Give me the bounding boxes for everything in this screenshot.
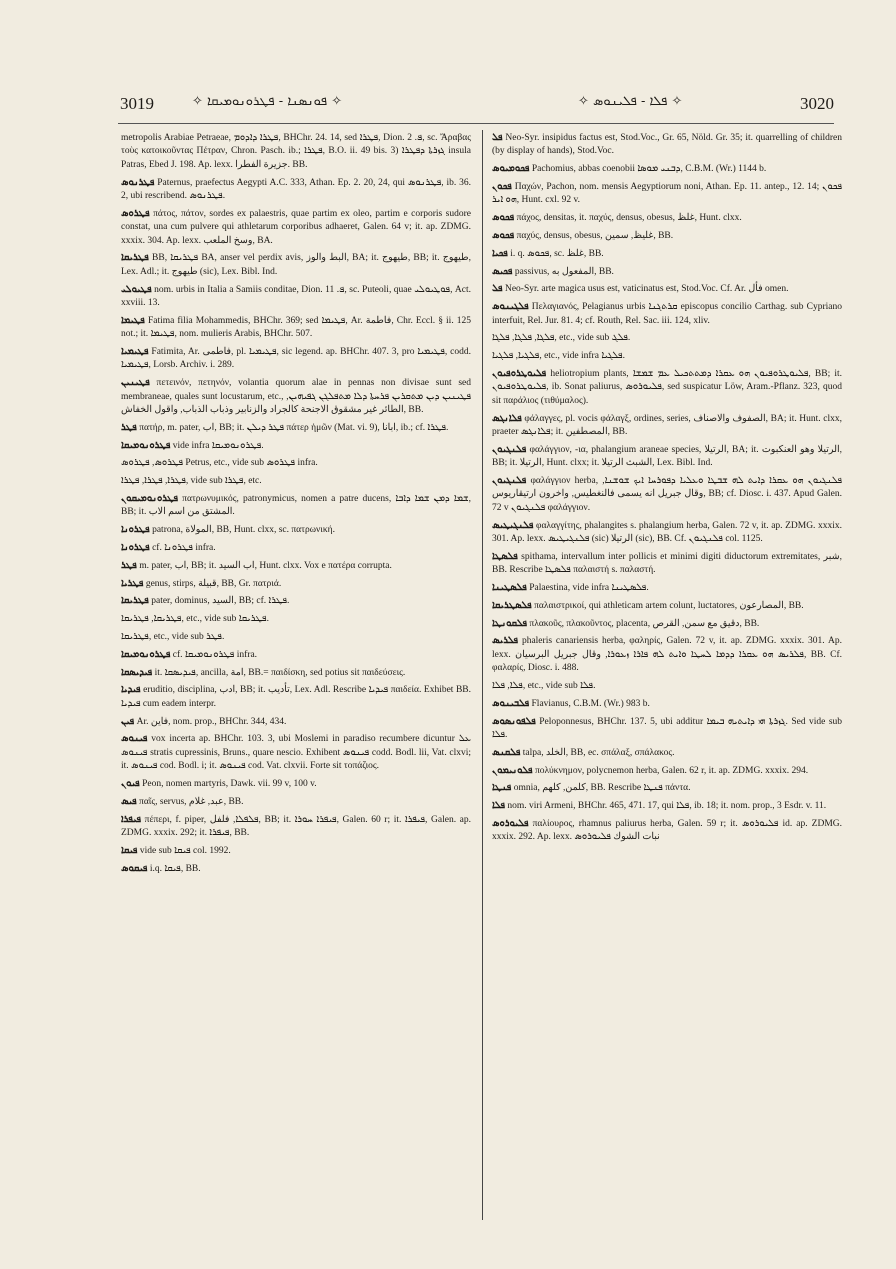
entry-text: vox incerta ap. BHChr. 103. 3, ubi Moslemi in paradiso recumbere dicuntur ܥܠ ܦܝܢܘܣ stratis cupressinis, Bruns., quare nescio. Exhibent ܦܝܢܘܣ codd. Bodl. lii, Vat. clxvi; it. ܦܝܢܘܣ cod. Bodl. i; it. ܦܝܢܘܣ cod. Vat. clxvii. Forte sit τοπάζιος. bbox=[121, 734, 472, 772]
dictionary-entry bbox=[121, 475, 471, 488]
entry-headword: ܦܠܢܓܝܛܝܣ bbox=[492, 520, 534, 531]
entry-headword: ܦܠܒܝܢܘܣ bbox=[492, 698, 530, 709]
dictionary-entry bbox=[121, 524, 471, 537]
dictionary-entry bbox=[492, 765, 842, 778]
entry-headword: ܦܟܝܣ bbox=[492, 266, 513, 277]
entry-headword: ܦܠܣܛܐ bbox=[492, 551, 518, 562]
dictionary-entry bbox=[121, 733, 471, 773]
entry-text: φαλάγγιον, -ια, phalangium araneae species, الرتيلا, BA; it. الرتيلا وهو العنكبوت, BB; it. الرتيلا, Hunt. clxx; it. الشبث الرتيلا, Lex. Bibl. Ind. bbox=[492, 444, 842, 469]
entry-headword: ܦܛܪܘܣ bbox=[121, 208, 150, 219]
entry-headword: ܦܠܢܓܝܘܢ bbox=[492, 476, 527, 486]
dictionary-entry bbox=[492, 600, 842, 613]
dictionary-entry bbox=[492, 181, 842, 208]
entry-text: παχύς, densus, obesus, غليظ, سمين, BB. bbox=[516, 231, 674, 241]
entry-text: BB, ܦܛܪܝܩܐ BA, anser vel perdix avis, البط والوز, BA; it. طيهوج, BB; it. طيهوج, Lex. Adl.; it. طيهوج (sic), Lex. Bibl. Ind. bbox=[121, 253, 471, 277]
entry-headword: ܦܛܪܘܢܘܡܝܩܐ bbox=[121, 440, 171, 451]
entry-text: φάλαγγες, pl. vocis φάλαγξ, ordines, series, الصفوف والاصناف, BA; it. Hunt. clxx, praeter ܦܠܐܢܓܣ; it. المصطفين, BB. bbox=[492, 413, 842, 437]
entry-headword: ܦܠܪܝܣ bbox=[492, 636, 519, 647]
dictionary-entry bbox=[121, 814, 471, 841]
entry-text: it. ܦܝܕܝܣܩܐ, ancilla, امة, BB.= παιδίσκη, sed potius sit παιδεύσεις. bbox=[154, 667, 406, 678]
dictionary-entry bbox=[121, 346, 471, 373]
entry-text: ܦܠܐ, ܦܠܐ, etc., vide sub ܦܠܐ. bbox=[492, 681, 596, 692]
entry-headword: ܦܟܘܡܝܘܣ bbox=[492, 164, 530, 175]
entry-headword: ܦܟܝܐ bbox=[492, 248, 508, 259]
left-column bbox=[121, 132, 471, 880]
dictionary-entry bbox=[121, 457, 471, 470]
entry-text: metropolis Arabiae Petraeae, ܦܛܪܐ ܕܐܕܘܡ, BHChr. 24. 14, sed ܦܛܪܐ, Dion. ܦ. 2, sc. Ἄραβας τοὺς κατοικοῦντας Πέτραν, Chron. Pasch. ib.; ܦܛܪܐ, B.O. ii. 49 bis. 3) ܓܙܪܬܐ ܕܦܛܪܐ insula Patras, Ebed J. 198. Ap. lexx. جزيرة الفطرا. BB. bbox=[121, 133, 472, 170]
entry-text: ܦܛܪܝܩܐ, etc., vide sub ܦܛܪ. bbox=[121, 632, 225, 643]
entry-text: Peloponnesus, BHChr. 137. 5, ubi additur ܓܙܪܬܐ ܗܝ ܕܐܝܬܝܗ ܒܝܡܐ. Sed vide sub ܦܠܐ. bbox=[492, 716, 843, 741]
entry-text: Flavianus, C.B.M. (Wr.) 983 b. bbox=[531, 698, 650, 709]
running-head-left: ✧ ܦܘܢܣܢܐ - ܦܛܪܘܢܘܡܝܩܐ ✧ bbox=[192, 94, 343, 109]
dictionary-entry bbox=[492, 520, 842, 547]
dictionary-entry bbox=[121, 578, 471, 591]
entry-text: ܦܠܓܐ, ܦܠܓܐ, ܦܠܓܐ, etc., vide sub ܦܠܓ. bbox=[492, 333, 631, 344]
dictionary-entry bbox=[121, 845, 471, 858]
entry-text: Πελαγιανός, Pelagianus urbis ܩܪܬܓܢܐ episcopus concilio Carthag. sub Cypriano interfuit, Rel. Jur. 81. 4; cf. Routh, Rel. Sac. iii. 124, xliv. bbox=[492, 302, 842, 326]
dictionary-entry bbox=[492, 248, 842, 261]
entry-text: φαλαγγίτης, phalangites s. phalangium herba, Galen. 72 v, it. ap. ZDMG. xxxix. 301. Ap. lexx. ܦܠܢܓܝܛܝܣ (sic) الرتيلا (sic), BB. Cf. ܦܠܢܓܝܘܢ col. 1125. bbox=[492, 520, 842, 545]
entry-text: nom. viri Armeni, BHChr. 465, 471. 17, qui ܦܠܐ, ib. 18; it. nom. prop., 3 Esdr. v. 11. bbox=[507, 801, 827, 812]
entry-text: πετεινόν, πετηνόν, volantia quorum alae in pennas non divisae sunt sed membraneae, quales sunt locustarum, etc., ܦܛܝܢܝܢ ܕܝܢ ܡܬܩܪܝܢ ܦܪܚܬܐ ܕܠܐ ܡܬܦܠܓܢ ܓܦܝܗܝܢ, الطائر غير مشقوق الاجنحة كالجراد والزنابير وذباب الذباب, واقول الخفاش, BB. bbox=[121, 378, 472, 416]
dictionary-entry bbox=[121, 667, 471, 680]
dictionary-entry bbox=[121, 863, 471, 876]
entry-text: παλίουρος, rhamnus paliurus herba, Galen. 59 r; it. ܦܠܝܘܪܘܣ id. ap. ZDMG. xxxix. 292. Ap. lexx. نبات الشوك ܦܠܝܘܪܘܣ bbox=[492, 819, 842, 843]
entry-text: Fatimita, Ar. فاطمى, pl. ܦܛܝܡܝܐ, sic legend. ap. BHChr. 407. 3, pro ܦܛܝܡܝܐ, codd. ܦܛܝܡܝܐ, Lorsb. Archiv. i. 289. bbox=[121, 347, 472, 371]
entry-text: πατρωνυμικός, patronymicus, nomen a patre ducens, ܫܡܐ ܕܡܢ ܫܡܐ ܕܐܒܐ, BB; it. المشتق من اسم الاب. bbox=[121, 494, 472, 518]
entry-text: Pachomius, abbas coenobii ܕܒܢܝ ܡܘܣܐ, C.B.M. (Wr.) 1144 b. bbox=[531, 164, 767, 175]
dictionary-entry bbox=[492, 747, 842, 760]
entry-headword: ܦܝܘܢ bbox=[121, 779, 140, 790]
dictionary-entry bbox=[121, 132, 471, 172]
entry-text: patrona, المولاة, BB, Hunt. clxx, sc. πατρωνική. bbox=[152, 525, 335, 536]
entry-text: παλαιστρικοί, qui athleticam artem colunt, luctatores, المصارعون, BB. bbox=[534, 600, 804, 611]
dictionary-entry bbox=[121, 613, 471, 626]
entry-text: heliotropium plants, ܦܠܝܘܛܪܘܦܝܘܢ ܗܘ ܥܩܪܐ ܕܡܬܬܟܝܠ ܥܡ ܫܡܫܐ, BB; it. ܦܠܝܘܛܪܘܦܝܘܢ, ib. Sonat paliurus, ܦܠܝܘܪܘܣ, sed suspicatur Löw, Aram.-Pflanz. 323, quod sit παράλιος (τιθύμαλος). bbox=[492, 368, 843, 406]
entry-text: cf. ܦܛܪܘܢܘܡܝܩܐ infra. bbox=[172, 649, 258, 660]
entry-text: ܦܛܪܘܣ, ܦܛܪܘܣ Petrus, etc., vide sub ܦܛܪܘܣ infra. bbox=[121, 458, 318, 469]
entry-headword: ܦܠܝܘܪܘܣ bbox=[492, 819, 529, 829]
entry-text: ܦܛܪܝܩܐ, ܦܛܪܝܩܐ, etc., vide sub ܦܛܪܝܩܐ. bbox=[121, 614, 269, 625]
entry-headword: ܦܛܪ bbox=[121, 560, 137, 571]
entry-headword: ܦܛܪܘܢܘܡܝܩܐ bbox=[121, 649, 171, 660]
entry-text: eruditio, disciplina, ادب, BB; it. تأديب, Lex. Adl. Rescribe ܦܝܕܝܐ παιδεία. Exhibet BB. ܦܝܕܝܐ cum eadem interpr. bbox=[121, 685, 472, 709]
right-column bbox=[492, 132, 842, 849]
dictionary-entry bbox=[121, 377, 471, 417]
dictionary-entry bbox=[121, 560, 471, 573]
entry-text: pater, dominus, السيد, BB; cf. ܦܛܪܐ. bbox=[151, 596, 290, 607]
dictionary-entry bbox=[492, 716, 842, 743]
dictionary-entry bbox=[492, 618, 842, 631]
entry-text: Fatima filia Mohammedis, BHChr. 369; sed ܦܛܝܡܐ, Ar. فاطمة, Chr. Eccl. § ii. 125 not.; it. ܦܛܝܡܐ, nom. mulieris Arabis, BHChr. 507. bbox=[121, 315, 471, 340]
entry-headword: ܦܛܪܘܢܐ bbox=[121, 543, 150, 554]
dictionary-entry bbox=[492, 800, 842, 813]
entry-headword: ܦܝܩܐ bbox=[121, 845, 138, 856]
entry-headword: ܦܠ bbox=[492, 284, 503, 295]
entry-headword: ܦܠܐܢܓܣ bbox=[492, 413, 522, 424]
entry-headword: ܦܠ bbox=[492, 133, 503, 143]
dictionary-entry bbox=[121, 493, 471, 520]
dictionary-entry bbox=[492, 332, 842, 345]
dictionary-entry bbox=[492, 818, 842, 845]
entry-headword: ܦܛܝܡܐ bbox=[121, 315, 145, 326]
entry-headword: ܦܛܪܘܢܘܡܝܩܘܢ bbox=[121, 494, 179, 505]
header-rule bbox=[118, 123, 834, 124]
running-head-right: ✧ ܦܠܐ - ܦܠܝܢܘܣ ✧ bbox=[578, 94, 683, 109]
dictionary-entry bbox=[121, 595, 471, 608]
entry-headword: ܦܛܪ bbox=[121, 422, 137, 433]
dictionary-entry bbox=[121, 796, 471, 809]
entry-text: vide infra ܦܛܪܘܢܘܡܝܩܐ. bbox=[172, 440, 264, 451]
dictionary-entry bbox=[121, 542, 471, 555]
entry-headword: ܦܛܝܘܠܝ bbox=[121, 284, 152, 295]
entry-text: Peon, nomen martyris, Dawk. vii. 99 v, 100 v. bbox=[142, 779, 317, 790]
entry-text: Palaestina, vide infra ܦܠܣܛܝܢܐ. bbox=[529, 583, 649, 594]
entry-text: Παχών, Pachon, nom. mensis Aegyptiorum noni, Athan. Ep. 11. antep., 12. 14; ܦܟܘܢ ܗܘ ܐܝܪ, Hunt. cxl. 92 v. bbox=[492, 182, 842, 206]
dictionary-entry bbox=[492, 163, 842, 176]
dictionary-entry bbox=[492, 635, 842, 675]
entry-headword: ܦܛܪܝܩܐ bbox=[121, 596, 149, 607]
dictionary-entry bbox=[121, 252, 471, 279]
entry-headword: ܦܠܣܛܪܝܩܐ bbox=[492, 600, 532, 611]
entry-headword: ܦܛܝܢܝܢ bbox=[121, 378, 150, 389]
entry-headword: ܦܛܪܢܘܣ bbox=[121, 177, 155, 188]
dictionary-entry bbox=[121, 177, 471, 204]
entry-text: Neo-Syr. arte magica usus est, vaticinatus est, Stod.Voc. Cf. Ar. فأل omen. bbox=[504, 284, 789, 295]
entry-text: παῖς, servus, عبد, غلام, BB. bbox=[139, 796, 244, 807]
page-number-left: 3019 bbox=[120, 94, 154, 113]
entry-text: πάτος, πάτον, sordes ex palaestris, quae partim ex oleo, partim e corporis sudore constat, una cum pulvere qui athletarum corporibus adhaeret, Galen. 64 v; it. ap. ZDMG. xxxix. 304. Ap. lexx. وسخ الملعب, BA. bbox=[121, 208, 471, 246]
dictionary-entry bbox=[121, 315, 471, 342]
dictionary-entry bbox=[492, 698, 842, 711]
entry-headword: ܦܠܦܘܢܣܘܣ bbox=[492, 716, 536, 727]
entry-text: phaleris canariensis herba, φαληρίς, Galen. 72 v, it. ap. ZDMG. xxxix. 301. Ap. lexx. ܦܠܪܝܣ ܗܘ ܥܩܪܐ ܕܕܡܐ ܠܚܛܐ ܘܐܝܬ ܠܗ ܦܐܪܐ ܙܥܘܪܐ, وقال جبريل البرسيان, BB. Cf. φαλαρίς, Diosc. i. 488. bbox=[492, 636, 843, 674]
entry-text: nom. urbis in Italia a Samiis conditae, Dion. ܦ. 11, sc. Puteoli, quae ܦܘܛܝܘܠܝ, Act. xxviii. 13. bbox=[121, 284, 472, 309]
entry-text: i.q. ܦܝܩܐ, BB. bbox=[149, 863, 201, 874]
dictionary-entry bbox=[121, 440, 471, 453]
entry-headword: ܦܠܣܛܝܢܐ bbox=[492, 583, 527, 594]
entry-headword: ܦܠܝܘܛܪܘܦܝܘܢ bbox=[492, 368, 547, 379]
dictionary-entry bbox=[121, 631, 471, 644]
entry-text: genus, stirps, قبيلة, BB, Gr. πατριά. bbox=[145, 578, 282, 589]
dictionary-entry bbox=[492, 266, 842, 279]
entry-text: omnia, كلمن, كلهم, BB. Rescribe ܦܢܛܐ πάντα. bbox=[513, 783, 691, 794]
entry-headword: ܦܝܕܝܣܩܐ bbox=[121, 667, 153, 678]
entry-text: φαλάγγιον herba, ܦܠܢܓܝܘܢ ܗܘ ܥܩܪܐ ܕܐܝܬ ܠܗ ܫܒܛܐ ܘܥܠܝܐ ܕܦܘܪܚܐ ܐܝܟ ܫܘܫܢܐ, وقال جبريل انه يسمى فالنغطيس, واخرون ارتيقاريوس, BB; cf. Diosc. i. 437. Apud Galen. 72 v ܦܠܢܓܝܘܢ φαλάγγιον. bbox=[492, 476, 843, 513]
dictionary-entry bbox=[492, 551, 842, 578]
entry-text: cf. ܦܛܪܘܢܐ infra. bbox=[152, 543, 216, 554]
entry-text: spithama, intervallum inter pollicis et minimi digiti diductorum extremitates, شبر, BB. Rescribe ܦܠܣܛܐ παλαιστή s. παλαστή. bbox=[492, 551, 842, 576]
dictionary-entry bbox=[492, 782, 842, 795]
column-divider bbox=[482, 130, 483, 1220]
dictionary-entry bbox=[492, 230, 842, 243]
entry-text: i. q. ܦܟܘܣ, sc. غلظ, BB. bbox=[510, 248, 604, 259]
entry-headword: ܦܝܕܝܐ bbox=[121, 685, 141, 696]
entry-text: Neo-Syr. insipidus factus est, Stod.Voc., Gr. 65, Nöld. Gr. 35; it. quarrelling of children (by display of hands), Stod.Voc. bbox=[492, 133, 843, 157]
entry-text: πολύκνημον, polycnemon herba, Galen. 62 r, it. ap. ZDMG. xxxix. 294. bbox=[534, 765, 809, 776]
dictionary-entry bbox=[492, 475, 842, 515]
dictionary-entry bbox=[121, 422, 471, 435]
dictionary-entry bbox=[492, 413, 842, 440]
page-number-right: 3020 bbox=[800, 94, 834, 113]
entry-headword: ܦܠܘܢܝܡܘܢ bbox=[492, 765, 533, 776]
dictionary-entry bbox=[492, 212, 842, 225]
entry-text: πέπερι, f. piper, ܦܠܦܠܐ, فلفل, BB; it. ܦܝܦܪܐ ܚܘܪܐ, Galen. 60 r; it. ܦܝܦܪܐ, Galen. ap. ZDMG. xxxix. 292; it. ܦܝܦܪܐ, BB. bbox=[121, 814, 472, 839]
dictionary-entry bbox=[492, 350, 842, 363]
dictionary-entry bbox=[121, 649, 471, 662]
entry-headword: ܦܝܦܪܐ bbox=[121, 814, 142, 825]
dictionary-entry bbox=[121, 284, 471, 311]
entry-headword: ܦܛܝܡܝܐ bbox=[121, 347, 149, 358]
entry-headword: ܦܠܩܢܣ bbox=[492, 747, 521, 758]
entry-text: Paternus, praefectus Aegypti A.C. 333, Athan. Ep. 2. 20, 24, qui ܦܛܪܢܘܣ, ib. 36. 2, ubi rescribend. ܦܛܪܢܘܣ. bbox=[121, 177, 472, 202]
entry-text: Ar. فاين, nom. prop., BHChr. 344, 434. bbox=[136, 716, 287, 727]
entry-headword: ܦܟܘܣ bbox=[492, 231, 515, 241]
entry-headword: ܦܛܪܝܐ bbox=[121, 578, 144, 589]
dictionary-entry bbox=[492, 283, 842, 296]
dictionary-entry bbox=[121, 778, 471, 791]
entry-headword: ܦܝܩܘܣ bbox=[121, 863, 148, 874]
entry-text: πατήρ, m. pater, اب, BB; it. ܦܛܪ ܕܝܠܢ πάτερ ἡμῶν (Mat. vi. 9), ابانا, ib.; cf. ܦܛܪܐ. bbox=[139, 422, 449, 433]
dictionary-entry bbox=[492, 301, 842, 328]
dictionary-entry bbox=[492, 368, 842, 408]
entry-text: πλακοῦς, πλακοῦντος, placenta, دقيق مع سمن, القرص, BB. bbox=[529, 618, 760, 629]
entry-text: m. pater, اب, BB; it. اب السيد, Hunt. clxx. Vox e πατέρα corrupta. bbox=[139, 560, 392, 571]
entry-text: passivus, المفعول به, BB. bbox=[514, 266, 614, 277]
entry-headword: ܦܛܪܘܢܐ bbox=[121, 525, 150, 536]
entry-headword: ܦܟܘܣ bbox=[492, 213, 515, 224]
dictionary-entry bbox=[492, 680, 842, 693]
entry-headword: ܦܝܣ bbox=[121, 796, 137, 807]
entry-headword: ܦܝܢ bbox=[121, 716, 135, 727]
entry-text: vide sub ܦܝܩܐ col. 1992. bbox=[139, 845, 231, 856]
entry-headword: ܦܟܘܢ bbox=[492, 182, 512, 192]
dictionary-entry bbox=[121, 684, 471, 711]
entry-text: ܦܛܪܐ, ܦܛܪܐ, ܦܛܪܐ, vide sub ܦܛܪܐ, etc. bbox=[121, 476, 262, 487]
entry-text: talpa, الخلد, BB, ec. σπάλαξ, σπάλακος. bbox=[522, 747, 675, 758]
entry-text: πάχος, densitas, it. παχύς, densus, obesus, غلظ, Hunt. clxx. bbox=[516, 213, 742, 224]
dictionary-entry bbox=[492, 444, 842, 471]
entry-headword: ܦܠܩܘܢܛܐ bbox=[492, 618, 528, 629]
dictionary-entry bbox=[492, 132, 842, 159]
dictionary-entry bbox=[121, 208, 471, 248]
entry-text: ܦܠܓܝܐ, ܦܠܓܝܐ, etc., vide infra ܦܠܓܝܐ. bbox=[492, 351, 625, 362]
entry-headword: ܦܢܛܐ bbox=[492, 783, 512, 794]
entry-headword: ܦܝܢܘܣ bbox=[121, 734, 148, 745]
entry-headword: ܦܠܓܝܢܘܣ bbox=[492, 302, 529, 313]
entry-headword: ܦܠܢܓܝܘܢ bbox=[492, 444, 527, 455]
dictionary-entry bbox=[121, 716, 471, 729]
entry-headword: ܦܛܪܝܩܐ bbox=[121, 253, 149, 264]
dictionary-entry bbox=[492, 582, 842, 595]
entry-headword: ܦܠܐ bbox=[492, 801, 506, 812]
